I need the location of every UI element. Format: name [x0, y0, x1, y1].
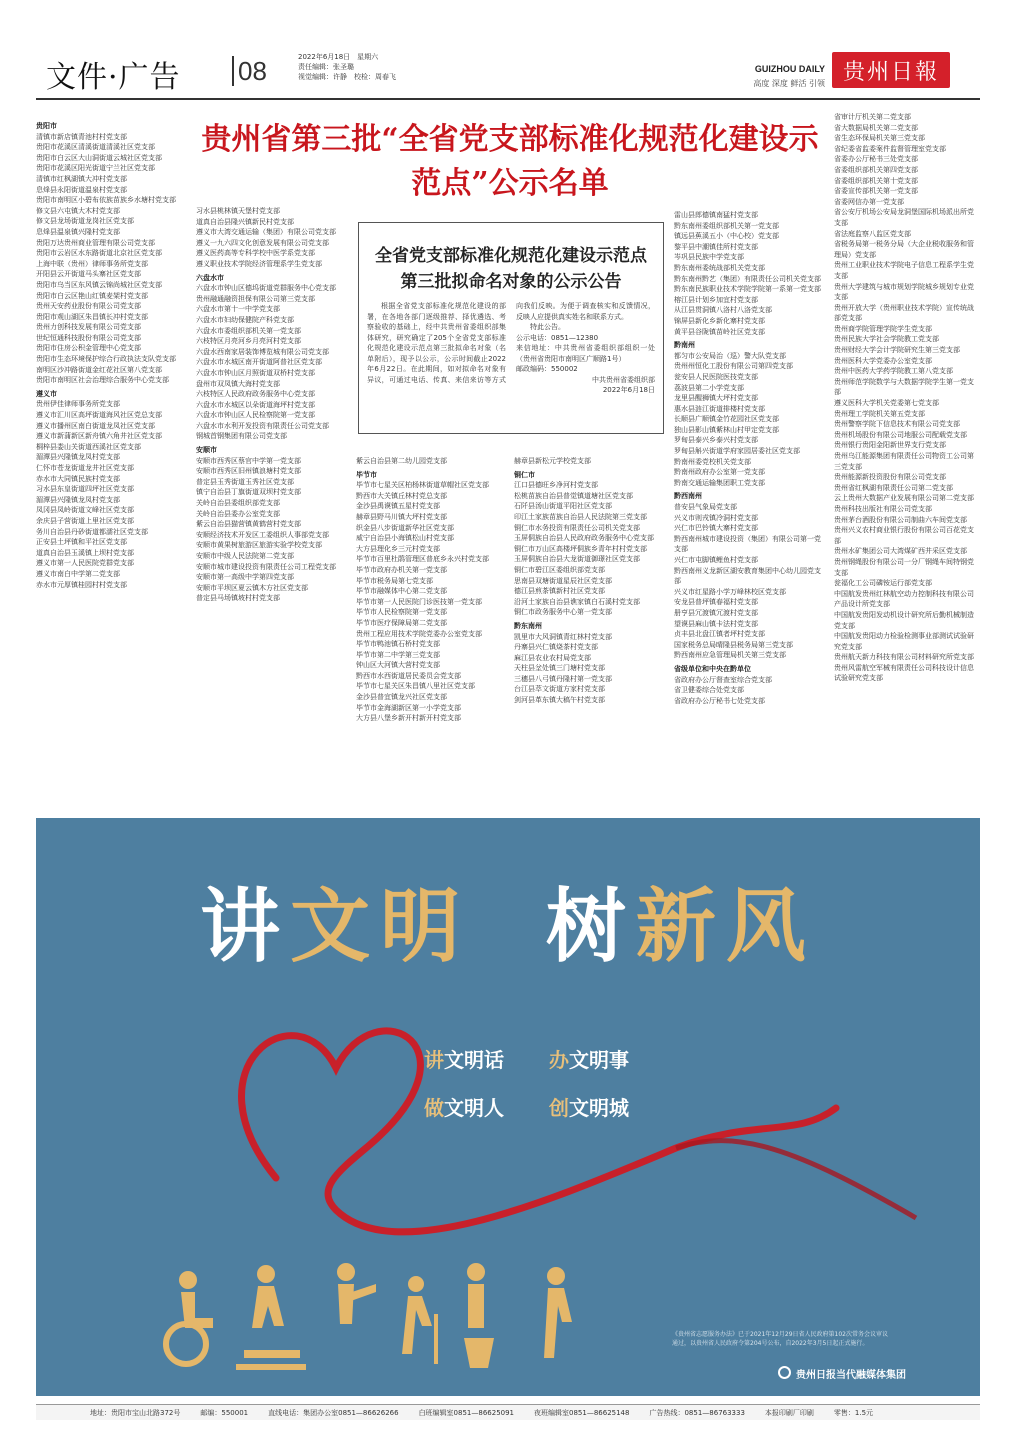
list-item: 贵州工业职业技术学院电子信息工程系学生党支部 — [834, 261, 974, 280]
list-item: 省审计厅机关第二党支部 — [834, 113, 911, 121]
list-item: 贵州银行贵阳金阳新世界支行党支部 — [834, 441, 946, 450]
list-item: 六盘水市钟山区人民检察院第一党支部 — [196, 411, 315, 420]
list-item: 毕节市七星关区柏杨林街道草帽社区党支部 — [356, 481, 489, 490]
list-item: 省纪委省监委案件监督管理室党支部 — [834, 144, 946, 153]
list-item: 毕节市金海湖新区第一小学党支部 — [356, 703, 461, 712]
region-heading: 铜仁市 — [514, 470, 535, 479]
editor-line: 责任编辑：张圣璐 — [298, 63, 354, 71]
list-item: 赫章县新松元学校党支部 — [514, 457, 591, 465]
list-item: 兴义市则戎镇冷洞村党支部 — [674, 513, 758, 522]
list-item: 遵义医药高等专科学校中医学系党支部 — [196, 249, 315, 258]
list-item: 紫云自治县第二幼儿园党支部 — [356, 457, 447, 465]
group-logo-icon — [778, 1366, 791, 1379]
list-item: 铜仁市水务投资有限责任公司机关党支部 — [514, 523, 640, 532]
list-item: 毕节市政府办机关第一党支部 — [356, 565, 447, 574]
masthead-rule — [36, 98, 980, 100]
list-item: 独山县影山镇紫林山村甲定党支部 — [674, 425, 779, 434]
list-item: 瓮安县人民医院医技党支部 — [674, 372, 758, 381]
list-item: 锦屏县新化乡新化寨村党支部 — [674, 316, 765, 325]
list-item: 荔波县第二小学党支部 — [674, 383, 744, 392]
list-item: 兴义市红星路小学万峰林校区党支部 — [674, 587, 786, 596]
list-item: 遵义市大湾交通运输（集团）有限公司党支部 — [196, 228, 336, 237]
advert-title — [36, 862, 980, 977]
list-item: 贵州力创科技发展有限公司党支部 — [36, 323, 141, 332]
list-item: 大方县理化乡三元村党支部 — [356, 544, 440, 553]
list-item: 龙里县醒狮镇大坪村党支部 — [674, 394, 758, 403]
list-item: 安顺市西秀区旧州镇浪塘村党支部 — [196, 467, 301, 476]
region-heading: 遵义市 — [36, 389, 57, 398]
list-item: 惠水县涟江街道排楼村党支部 — [674, 404, 765, 413]
list-item: 省委宣传部机关第一党支部 — [834, 187, 918, 196]
list-item: 贵州融通融资担保有限公司第三党支部 — [196, 294, 315, 303]
list-item: 省公安厅机场公安局龙洞堡国际机场派出所党支部 — [834, 208, 974, 227]
list-item: 六盘水市水利开发投资有限责任公司党支部 — [196, 421, 329, 430]
list-item: 长顺县广顺镇金竹花园社区党支部 — [674, 415, 779, 424]
list-item: 贵州水矿集团公司大湾煤矿西井采区党支部 — [834, 547, 967, 556]
list-item: 黔西南州城市建设投资（集团）有限公司第一党支部 — [674, 534, 821, 554]
list-item: 石阡县汤山街道平阳社区党支部 — [514, 502, 612, 511]
list-item: 贵阳市花溪区清溪街道清溪社区党支部 — [36, 143, 155, 152]
list-item: 省委办公厅秘书三处党支部 — [834, 155, 918, 164]
list-item: 遵义医科大学机关党委第七党支部 — [834, 399, 939, 408]
list-item: 贵阳市花溪区阳光街道宁兰社区党支部 — [36, 164, 155, 173]
list-item: 贞丰县北盘江镇者坪村党支部 — [674, 630, 765, 639]
list-column-5 — [674, 210, 824, 808]
slogan-rest: 文明城 — [569, 1096, 629, 1120]
list-item: 贵州州恒化工股份有限公司第四党支部 — [674, 362, 793, 371]
list-item: 安龙县普坪镇春福村党支部 — [674, 598, 758, 607]
list-item: 贵州中医药大学药学院教工第八党支部 — [834, 367, 953, 376]
list-item: 普定县马场镇坡村村党支部 — [196, 594, 280, 603]
list-item: 金沙县普宜镇龙兴社区党支部 — [356, 693, 447, 702]
list-item: 黔东南州委组织部机关第一党支部 — [674, 221, 779, 230]
list-item: 凯里市大风洞镇青红林村党支部 — [514, 632, 612, 641]
list-item: 遵义市汇川区高坪街道海风社区党总支部 — [36, 411, 162, 420]
list-item: 毕节市人民检察院第一党支部 — [356, 608, 447, 617]
list-item: 铜仁市政务服务中心第一党支部 — [514, 608, 612, 617]
list-item: 道真自治县玉溪镇上坝村党支部 — [36, 548, 134, 557]
list-item: 天柱县坌处镇三门塘村党支部 — [514, 664, 605, 673]
list-item: 铜仁市碧江区委组织部党支部 — [514, 565, 605, 574]
notice-box — [358, 222, 664, 434]
list-item: 遵义一九六四文化创意发展有限公司党支部 — [196, 238, 329, 247]
list-item: 毕节市医疗保障局第二党支部 — [356, 618, 447, 627]
list-item: 普安县气象局党支部 — [674, 503, 737, 512]
footer-ad-hotline: 广告热线：0851—86763333 — [649, 1408, 745, 1417]
list-item: 遵义市播州区南白街道龙凤社区党支部 — [36, 421, 155, 430]
slogan-key: 创 — [549, 1096, 569, 1120]
title-char: 树 — [470, 879, 636, 973]
list-item: 黔东南州黔艺（集团）有限责任公司机关党支部 — [674, 274, 821, 283]
date-line: 2022年6月18日 星期六 — [298, 53, 379, 61]
list-item: 习水县桃林镇天堡村党支部 — [196, 207, 280, 215]
list-item: 贵阳市南明区社会治理综合服务中心党支部 — [36, 376, 169, 385]
notice-signature: 中共贵州省委组织部 — [592, 375, 655, 384]
list-item: 剑河县革东镇大稿午村党支部 — [514, 696, 605, 705]
list-item: 三穗县八弓镇丹隆村第一党支部 — [514, 674, 612, 683]
notice-zip: 邮政编码：550002 — [516, 365, 578, 373]
visual-editor-line: 视觉编辑：许静 校检：周春飞 — [298, 73, 396, 81]
list-item: 毕节市融媒体中心第二党支部 — [356, 587, 447, 596]
list-column-2 — [196, 206, 348, 808]
list-item: 贵州工程应用技术学院党委办公室党支部 — [356, 629, 482, 638]
notice-closing: 特此公告。 — [530, 323, 565, 331]
list-item: 沿河土家族自治县谯家镇白石溪村党支部 — [514, 597, 640, 606]
list-item: 毕节市第一人民医院门诊医技第一党支部 — [356, 597, 482, 606]
list-item: 息烽县永阳街道温泉村党支部 — [36, 185, 127, 194]
slogan-key: 讲 — [424, 1048, 444, 1072]
list-item: 兴仁市巴铃镇大寨村党支部 — [674, 524, 758, 533]
advert-footnote: 《贵州省志愿服务办法》已于2021年12月29日省人民政府第102次常务会议审议通过，以贵州省人民政府令第204号公布，自2022年3月5日起正式施行。 — [672, 1331, 888, 1347]
list-item: 贵州风雷航空军械有限责任公司科技设计信息试验研究党支部 — [834, 663, 974, 683]
list-item: 黔西南州义龙新区湖安教育集团中心幼儿园党支部 — [674, 566, 821, 586]
list-item: 贵州能源新投资股份有限公司党支部 — [834, 473, 946, 482]
list-item: 六盘水市钟山区月照街道双桥村党支部 — [196, 368, 315, 377]
list-item: 六枝特区月亮河乡月亮河村党支部 — [196, 337, 301, 346]
notice-body — [367, 301, 655, 396]
list-item: 思南县双塘街道星辰社区党支部 — [514, 576, 612, 585]
list-item: 息烽县温泉镇兴隆村党支部 — [36, 227, 120, 236]
list-item: 安顺经济技术开发区工委组织人事部党支部 — [196, 530, 329, 539]
slogan-1 — [424, 1036, 549, 1084]
footer-address: 地址：贵阳市宝山北路372号 — [90, 1408, 181, 1417]
list-item: 贵阳市南明区小碧布依族苗族乡水塘村党支部 — [36, 196, 176, 205]
list-item: 世纪恒通科技股份有限公司党支部 — [36, 333, 141, 342]
list-item: 黔西市水西街道居民委员会党支部 — [356, 671, 461, 680]
list-item: 道真自治县隆兴镇新民村党支部 — [196, 217, 294, 226]
list-item: 上海中联（贵州）律师事务所党支部 — [36, 259, 148, 268]
newspaper-logo: 贵州日報 — [832, 52, 950, 88]
list-item: 紫云自治县猫营镇黄鹤营村党支部 — [196, 520, 301, 529]
list-item: 毕节市百里杜鹃管理区普底乡永兴村党支部 — [356, 555, 489, 564]
list-item: 安顺市黄果树旅游区旅游实验学校党支部 — [196, 541, 322, 550]
list-item: 贵州茅台酒股份有限公司制曲六车间党支部 — [834, 515, 967, 524]
list-item: 贵州财经大学会计学院研究生第三党支部 — [834, 346, 960, 355]
list-item: 印江土家族苗族自治县人民法院第三党支部 — [514, 512, 647, 521]
footer-price: 零售：1.5元 — [833, 1408, 874, 1417]
list-item: 铜仁市万山区高楼坪侗族乡青年村村党支部 — [514, 544, 647, 553]
list-item: 威宁自治县小海镇松山村党支部 — [356, 534, 454, 543]
slogan-rest: 文明话 — [444, 1048, 504, 1072]
list-item: 贵州开放大学（贵州职业技术学院）宣传统战部党支部 — [834, 303, 974, 323]
masthead — [36, 48, 980, 98]
list-column-4 — [514, 456, 664, 808]
list-item: 桐梓县娄山关街道西溪社区党支部 — [36, 442, 141, 451]
footer-nightroom: 夜班编辑室0851—86625148 — [534, 1408, 630, 1417]
list-item: 六枝特区人民政府政务服务中心党支部 — [196, 390, 315, 399]
list-item: 盘州市双凤镇大海村党支部 — [196, 379, 280, 388]
list-item: 中国航发贵阳发动机设计研究所后勤机械制造党支部 — [834, 610, 974, 630]
slogan-3 — [424, 1084, 549, 1132]
list-item: 织金县八步街道新华社区党支部 — [356, 523, 454, 532]
list-item: 雷山县郎德镇南猛村党支部 — [674, 211, 758, 219]
list-item: 江口县德旺乡净河村党支部 — [514, 481, 598, 490]
list-item: 安顺市中级人民法院第二党支部 — [196, 552, 294, 560]
list-item: 瓮福化工公司磷铵运行部党支部 — [834, 579, 932, 588]
list-item: 贵州医科大学党委办公室党支部 — [834, 356, 932, 365]
list-item: 麻江县农业农村局党支部 — [514, 653, 591, 662]
list-item: 省大数据局机关第二党支部 — [834, 123, 918, 132]
list-item: 贵阳市云岩区水东路街道北京社区党支部 — [36, 249, 162, 258]
list-column-1 — [36, 118, 186, 808]
divider — [232, 56, 234, 86]
list-item: 毕节市鸭池镇石桥村党支部 — [356, 640, 440, 649]
list-item: 贵州伊佳律师事务所党支部 — [36, 400, 120, 409]
advert-organization: 贵州日报当代融媒体集团 — [796, 1370, 906, 1381]
list-item: 安顺市城市建设投资有限责任公司工程党支部 — [196, 562, 336, 571]
list-item: 开阳县云开街道马头寨社区党支部 — [36, 270, 141, 279]
notice-paragraph: 根据全省党支部标准化规范化建设的部署，在各地各部门逐级推荐、择优遴选、考察验收的基础上，经中共贵州省委组织部集体研究，研究确定了205个全省党支部标准化规范化建设示范点第三批拟命名对象（名单附后），现予以公示，公示时间截止2022年6月22日。在此期间，如对拟命名对象有异议，可通过电话、传真、来信来访等方式向我们反映。为便于调查核实和反馈情况，反映人应提供真实姓名和联系方式。 — [367, 302, 655, 384]
list-item: 毕节市税务局第七党支部 — [356, 576, 433, 585]
slogan-rest: 文明事 — [569, 1048, 629, 1072]
list-item: 黔东南民族职业技术学院学院第一系第一党支部 — [674, 285, 821, 294]
region-heading: 黔南州 — [674, 341, 695, 350]
list-item: 黔西南州应急管理局机关第三党支部 — [674, 651, 786, 660]
list-item: 六盘水市委组织部机关第一党支部 — [196, 326, 301, 335]
slogan-2 — [549, 1036, 674, 1084]
list-item: 省税务局第一税务分局（大企业税收服务和管理局）党支部 — [834, 240, 974, 259]
list-item: 务川自治县丹砂街道都濡社区党支部 — [36, 527, 148, 536]
list-item: 安顺市第一高级中学第四党支部 — [196, 573, 294, 582]
list-item: 黔南交通运输集团职工党支部 — [674, 478, 765, 487]
list-item: 黔南州政府办公室第一党支部 — [674, 468, 765, 477]
list-item: 贵阳市白云区大山洞街道云城社区党支部 — [36, 153, 162, 162]
list-item: 黄平县谷陇镇苗岭社区党支部 — [674, 327, 765, 336]
list-item: 贵州民族大学社会学院教工党支部 — [834, 335, 939, 344]
list-item: 省政府办公厅督查室综合党支部 — [674, 675, 772, 684]
list-item: 省委网信办第一党支部 — [834, 197, 904, 206]
list-item: 黔南州委党校机关党支部 — [674, 457, 751, 466]
list-item: 关岭自治县委组织部党支部 — [196, 499, 280, 508]
list-item: 中国航发贵阳动力检验检测事业部测试试验研究党支部 — [834, 632, 974, 651]
list-item: 贵州商学院管理学院学生党支部 — [834, 324, 932, 333]
list-item: 松桃苗族自治县普觉镇道塘社区党支部 — [514, 491, 633, 500]
list-item: 贵州钢绳股份有限公司一分厂钢绳车间特钢党支部 — [834, 557, 974, 577]
notice-phone: 公示电话：0851—12380 — [516, 333, 599, 342]
list-item: 赤水市大同镇民族村党支部 — [36, 474, 120, 483]
section-title: 文件·广告 — [46, 60, 181, 95]
list-item: 岑巩县民族中学党支部 — [674, 253, 744, 262]
list-column-3 — [356, 456, 508, 808]
list-item: 黎平县中潮镇佳所村党支部 — [674, 242, 758, 251]
list-item: 榕江县计划乡加宜村党支部 — [674, 295, 758, 304]
list-item: 云上贵州大数据产业发展有限公司第二党支部 — [834, 494, 974, 503]
list-item: 镇远县蕉溪五小（中心校）党支部 — [674, 232, 779, 241]
list-item: 正安县土坪镇和平社区党支部 — [36, 538, 127, 547]
list-item: 省卫健委综合处党支部 — [674, 686, 744, 695]
list-item: 修文县龙场街道龙岗社区党支部 — [36, 217, 134, 226]
footer-zip: 邮编：550001 — [200, 1408, 249, 1417]
list-item: 六盘水市水城区以朵街道海坪村党支部 — [196, 400, 315, 409]
list-item: 清镇市新店镇青池村村党支部 — [36, 132, 127, 141]
list-item: 省生态环保局机关第三党支部 — [834, 134, 925, 143]
list-item: 丹寨县兴仁镇烧茶村党支部 — [514, 643, 598, 652]
list-item: 毕节市七星关区朱昌镇八里社区党支部 — [356, 682, 475, 691]
list-column-6 — [834, 112, 980, 808]
list-item: 六盘水市第十一中学党支部 — [196, 305, 280, 314]
list-item: 赫章县野马川镇大坪村党支部 — [356, 512, 447, 521]
list-item: 玉屏侗族自治县人民政府政务服务中心党支部 — [514, 534, 654, 543]
list-item: 罗甸县泰兴乡泰兴村党支部 — [674, 436, 758, 445]
notice-date: 2022年6月18日 — [602, 386, 655, 394]
notice-title: 全省党支部标准化规范化建设示范点第三批拟命名对象的公示公告 — [375, 246, 647, 292]
region-heading: 黔西南州 — [674, 492, 702, 501]
list-item: 省政府办公厅秘书七处党支部 — [674, 696, 765, 705]
list-item: 中国航发贵州红林航空动力控制科技有限公司产品设计所党支部 — [834, 589, 974, 609]
list-item: 省法庭监察八监区党支部 — [834, 229, 911, 238]
list-item: 贵州师范学院数学与大数据学院学生第一党支部 — [834, 377, 974, 397]
page-footer — [36, 1404, 980, 1420]
list-item: 余庆县子营街道上里社区党支部 — [36, 516, 134, 525]
list-item: 六盘水市水城区南开街道阿普社区党支部 — [196, 358, 322, 367]
list-item: 贵阳市观山湖区朱昌镇长冲村党支部 — [36, 312, 148, 321]
list-item: 贵州机场股份有限公司地服公司配载党支部 — [834, 430, 967, 439]
list-item: 清镇市红枫湖镇大冲村党支部 — [36, 174, 127, 183]
list-item: 六盘水市妇幼保健院产科党支部 — [196, 315, 294, 324]
list-item: 普定县玉秀街道玉秀社区党支部 — [196, 477, 294, 486]
list-item: 湄潭县兴隆镇龙凤村党支部 — [36, 453, 120, 462]
region-heading: 毕节市 — [356, 470, 377, 479]
region-heading: 安顺市 — [196, 446, 217, 455]
list-item: 贵阳市住房公积金管理中心党支部 — [36, 344, 141, 353]
list-item: 玉屏侗族自治县大龙街道御璟社区党支部 — [514, 555, 640, 564]
list-item: 凤冈县凤岭街道文峰社区党支部 — [36, 506, 134, 515]
region-heading: 六盘水市 — [196, 273, 224, 282]
footer-printer: 本报印刷厂印刷 — [764, 1408, 814, 1417]
list-item: 贵州理工学院机关第五党支部 — [834, 409, 925, 418]
list-item: 遵义市新蒲新区新舟镇六角井社区党支部 — [36, 432, 162, 441]
list-item: 罗甸县斛兴街道学府家园居委社区党支部 — [674, 447, 800, 456]
list-item: 贵州兴义农村商业银行股份有限公司百花党支部 — [834, 526, 974, 545]
list-item: 贵州乌江能源集团有限责任公司物资工公司第三党支部 — [834, 452, 974, 471]
list-item: 遵义市第一人民医院党群党支部 — [36, 559, 134, 568]
edition-meta — [298, 52, 396, 82]
list-item: 贵州省红枫湖有限责任公司第二党支部 — [834, 483, 953, 492]
list-item: 修文县六屯镇大木村党支部 — [36, 206, 120, 215]
list-item: 册亨县冗渡镇冗渡村党支部 — [674, 608, 758, 617]
footer-phone: 直线电话：集团办公室0851—86626266 — [268, 1408, 399, 1417]
list-item: 贵州大学建筑与城市规划学院城乡规划专业党支部 — [834, 282, 974, 302]
list-item: 六盘水西南家居装饰博览城有限公司党支部 — [196, 347, 329, 356]
list-item: 台江县萃文街道方家村党支部 — [514, 685, 605, 694]
list-item: 赤水市元厚镇桂园村村党支部 — [36, 580, 127, 589]
headline: 贵州省第三批“全省党支部标准化规范化建设示范点”公示名单 — [201, 122, 819, 201]
civility-pictograms — [146, 1254, 626, 1374]
list-item: 省委组织部机关第十党支部 — [834, 176, 918, 185]
list-item: 贵阳市生态环境保护综合行政执法支队党支部 — [36, 355, 176, 364]
list-item: 安顺市西秀区蔡官中学第一党支部 — [196, 456, 301, 465]
list-item: 钢城首钢集团有限公司党支部 — [196, 432, 287, 441]
list-item: 贵阳市白云区艳山红镇麦架村党支部 — [36, 291, 148, 300]
list-item: 安顺市平坝区夏云镇木方社区党支部 — [196, 583, 308, 592]
list-item: 镇宁自治县丁旗街道双坝村党支部 — [196, 488, 301, 497]
list-item: 毕节市第二中学第三党支部 — [356, 650, 440, 659]
title-char: 讲 — [200, 879, 291, 973]
list-item: 六盘水市钟山区德坞街道党群服务中心党支部 — [196, 284, 336, 293]
list-item: 南明区沙冲路街道金红花社区第八党支部 — [36, 365, 162, 374]
advert-slogans — [424, 1036, 684, 1132]
list-item: 贵州航天新力科技有限公司材料研究所党支部 — [834, 653, 974, 662]
list-item: 关岭自治县委办公室党支部 — [196, 509, 280, 518]
footer-dayroom: 白班编辑室0851—86625091 — [418, 1408, 515, 1417]
list-item: 德江县煎茶镇新村社区党支部 — [514, 587, 605, 596]
list-item: 望谟县麻山镇卡法村党支部 — [674, 619, 758, 628]
list-item: 黔东南州委统战部机关党支部 — [674, 263, 765, 272]
title-char-gold: 文明 — [290, 879, 471, 973]
list-item: 仁怀市苍龙街道龙井社区党支部 — [36, 464, 134, 472]
list-item: 从江县贯洞镇八洛村八洛党支部 — [674, 306, 772, 315]
list-item: 习水县东皇街道四坪社区党支部 — [36, 485, 134, 494]
list-item: 遵义市南白中学第二党支部 — [36, 569, 120, 578]
list-item: 黔西市大关镇丘林村党总支部 — [356, 491, 447, 500]
list-item: 贵州警察学院下信息技术有限公司党支部 — [834, 420, 960, 429]
list-item: 钟山区大河镇大营村党支部 — [356, 661, 440, 670]
list-item: 贵州科技出版社有限公司党支部 — [834, 504, 932, 513]
list-item: 省委组织部机关第四党支部 — [834, 165, 918, 174]
civility-advert — [36, 818, 980, 1396]
list-item: 国家税务总局晴隆县税务局第三党支部 — [674, 640, 793, 649]
list-item: 遵义职业技术学院经济管理系学生党支部 — [196, 259, 322, 268]
list-item: 贵阳市乌当区东风镇云锦尚城社区党支部 — [36, 280, 162, 289]
list-item: 贵州天安药业股份有限公司党支部 — [36, 302, 141, 311]
slogan-key: 办 — [549, 1048, 569, 1072]
slogan-rest: 文明人 — [444, 1096, 504, 1120]
list-item: 贵阳万达贵州商业管理有限公司党支部 — [36, 238, 155, 247]
list-item: 湄潭县兴隆镇龙凤村党支部 — [36, 495, 120, 504]
title-char-gold: 新风 — [635, 879, 816, 973]
region-heading: 贵阳市 — [36, 122, 57, 130]
region-heading: 省级单位和中央在黔单位 — [674, 664, 751, 673]
page-number: 08 — [238, 56, 267, 86]
list-item: 都匀市公安局治（巡）警大队党支部 — [674, 351, 786, 360]
notice-address: 来信地址：中共贵州省委组织部组织一处（贵州省贵阳市南明区广顺路1号） — [516, 344, 655, 363]
list-item: 大方县八堡乡新开村新开村党支部 — [356, 714, 461, 723]
english-name: GUIZHOU DAILY — [754, 64, 825, 74]
paper-slogan: 高度 深度 鲜活 引领 — [753, 79, 825, 88]
list-item: 兴仁市屯脚镇鲤鱼村党支部 — [674, 556, 758, 564]
slogan-4 — [549, 1084, 674, 1132]
list-item: 金沙县禹谟镇五星村党支部 — [356, 502, 440, 511]
region-heading: 黔东南州 — [514, 621, 542, 630]
slogan-key: 做 — [424, 1096, 444, 1120]
